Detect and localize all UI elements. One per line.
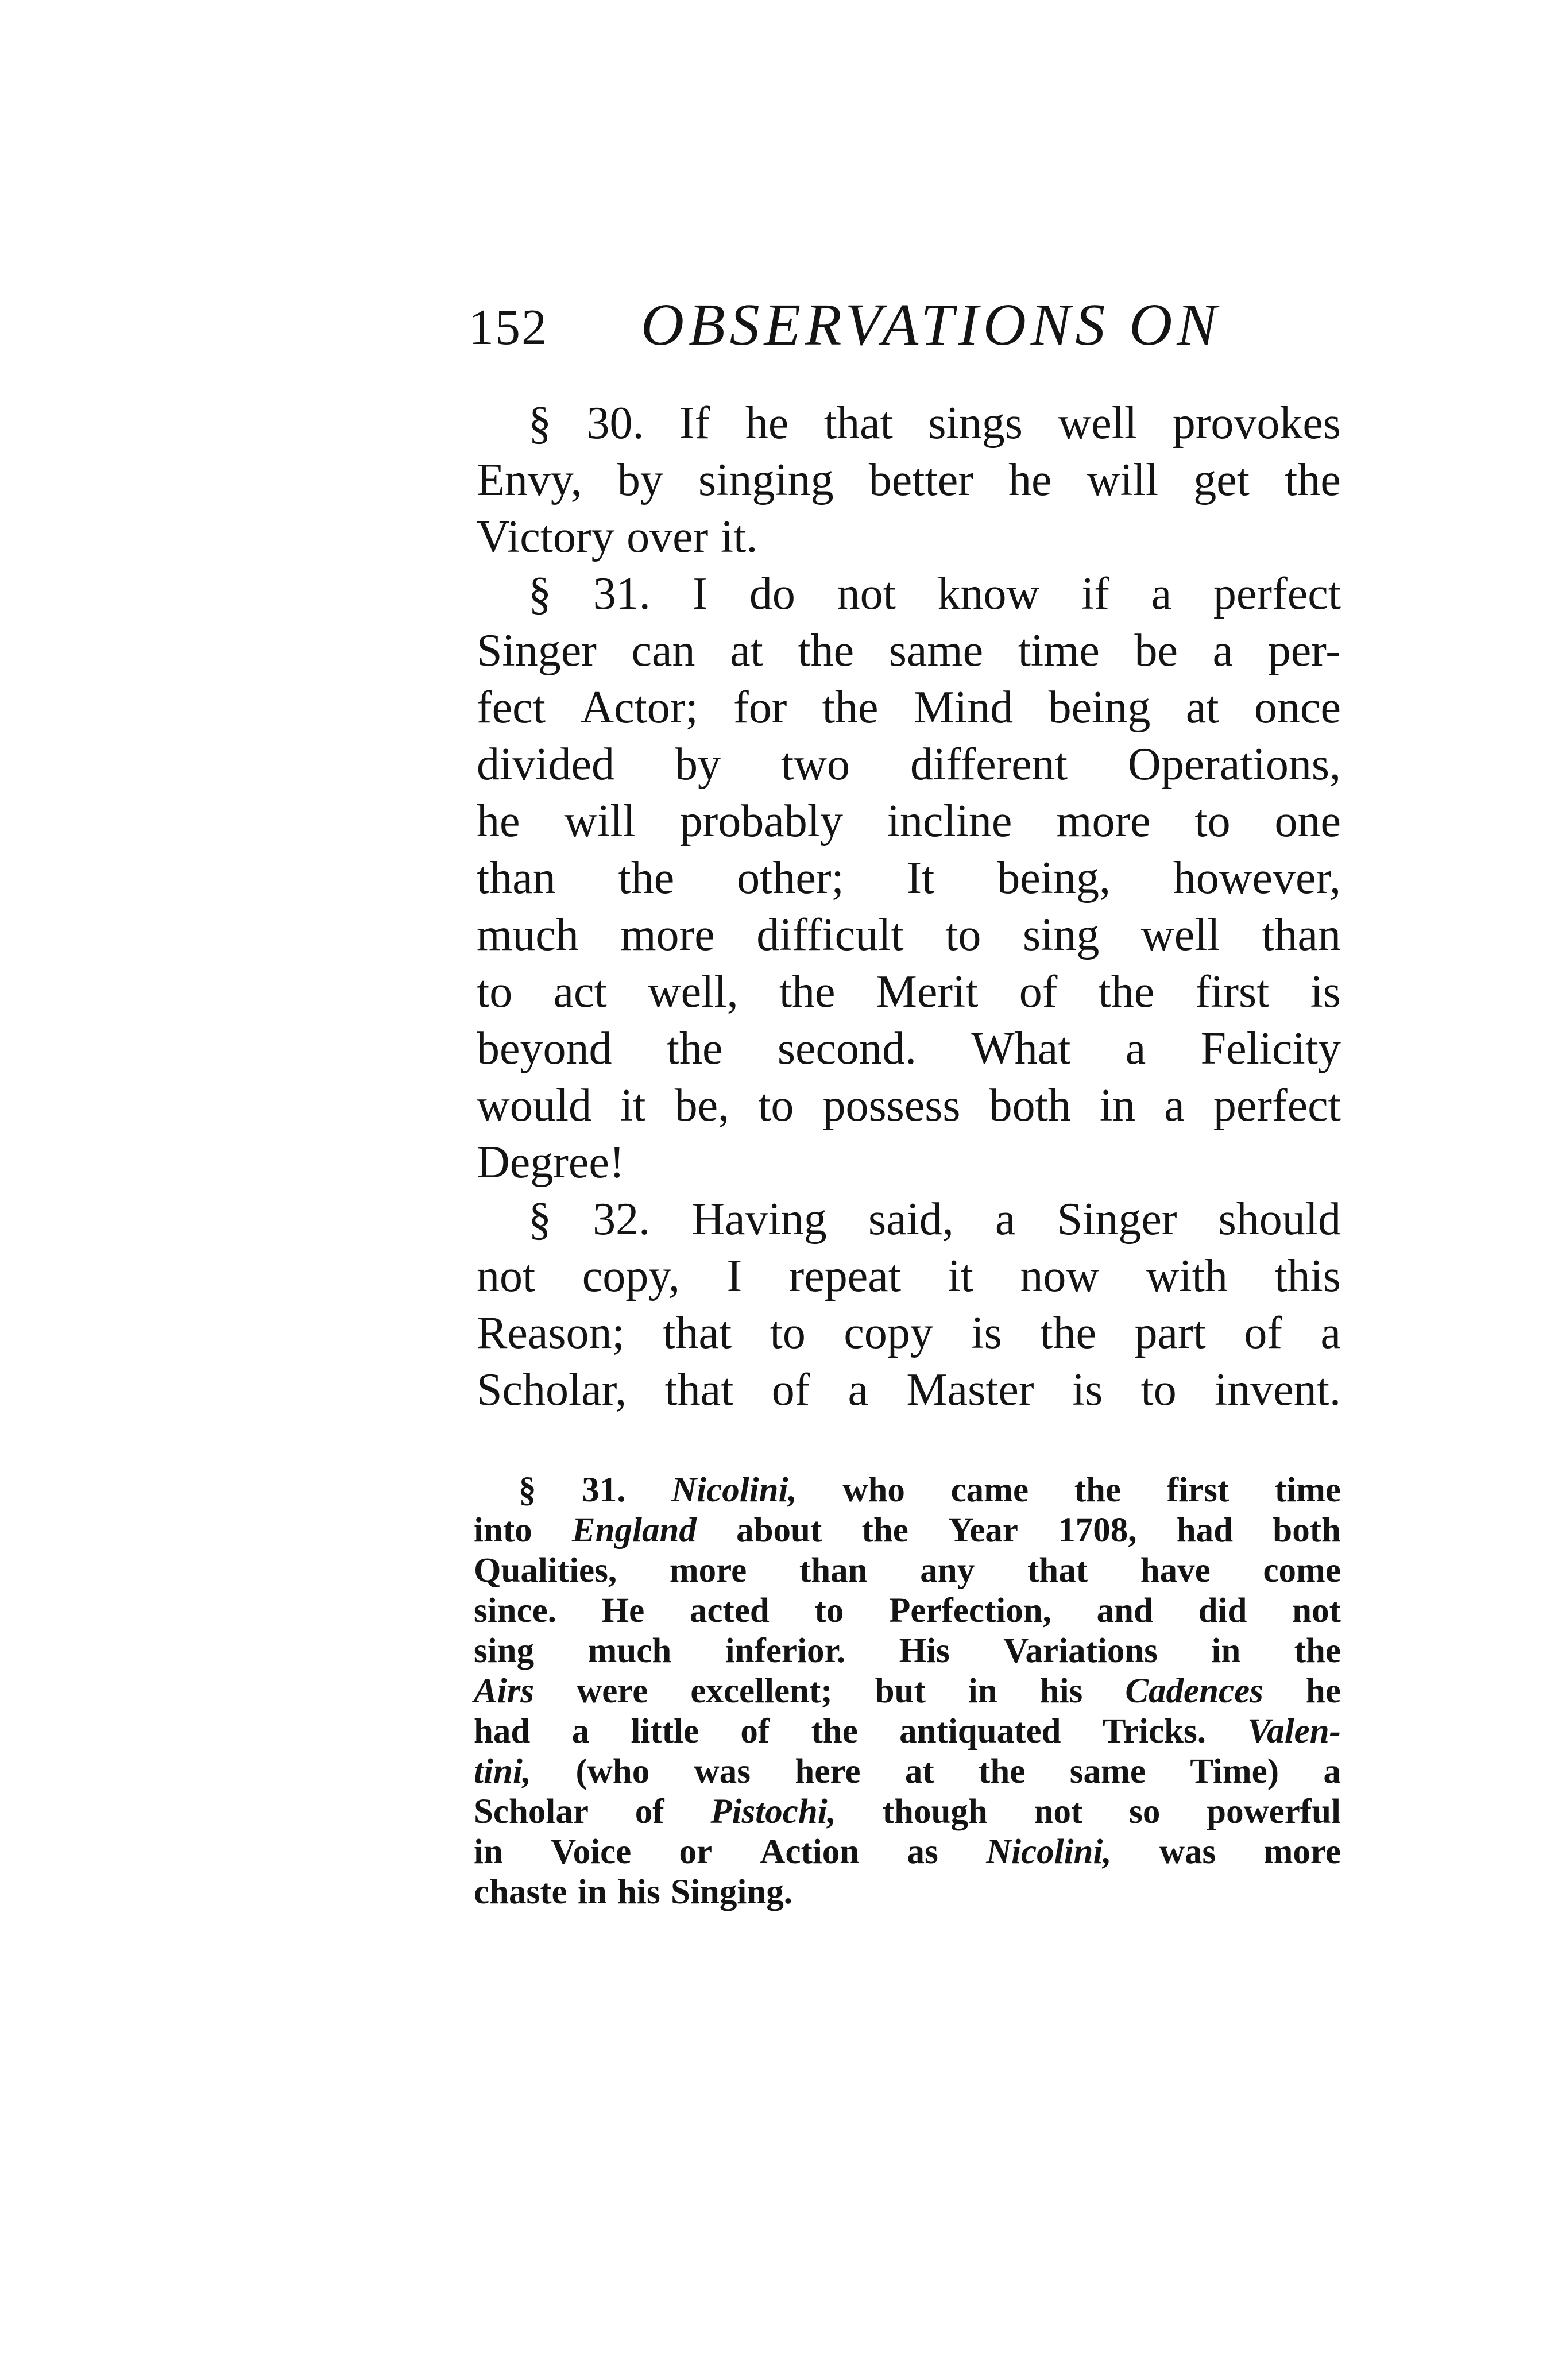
- word: came: [950, 1471, 1029, 1509]
- word: Scholar: [474, 1792, 589, 1831]
- word: Time): [1190, 1752, 1279, 1791]
- word: a: [995, 1194, 1016, 1245]
- word: at: [730, 625, 763, 676]
- word: being: [1048, 682, 1151, 733]
- word: as: [907, 1833, 938, 1871]
- word: was: [1159, 1833, 1216, 1871]
- word: Degree!: [477, 1137, 625, 1188]
- word: fect: [477, 682, 546, 733]
- word: more: [620, 910, 715, 960]
- word: a: [848, 1365, 869, 1415]
- word: incline: [887, 796, 1012, 847]
- word: His: [899, 1632, 950, 1670]
- word: Variations: [1003, 1632, 1158, 1670]
- word: in: [968, 1672, 997, 1710]
- word: Cadences: [1125, 1672, 1263, 1710]
- footnote-line: [474, 1752, 1341, 1792]
- word: be,: [674, 1080, 730, 1131]
- word: more: [1263, 1833, 1341, 1871]
- footnote-line: [474, 1551, 1341, 1591]
- word: well,: [647, 967, 739, 1017]
- running-head: [469, 287, 1341, 379]
- word: a: [1323, 1752, 1341, 1791]
- word: to: [770, 1308, 806, 1358]
- body-line: [477, 1134, 1341, 1191]
- word: a: [571, 1712, 590, 1751]
- word: he: [1305, 1672, 1341, 1710]
- word: it.: [720, 512, 758, 562]
- body-line: [477, 1021, 1341, 1077]
- word: §: [519, 1471, 536, 1509]
- word: can: [631, 625, 695, 676]
- word: antiquated: [899, 1712, 1061, 1751]
- word: difficult: [756, 910, 904, 960]
- word: 31.: [593, 569, 651, 619]
- footnote: [474, 1470, 1341, 1912]
- word: Operations,: [1127, 739, 1341, 790]
- body-line: [477, 1191, 1341, 1248]
- word: by: [617, 455, 663, 505]
- word: more: [669, 1551, 747, 1590]
- footnote-line: [474, 1872, 1341, 1912]
- word: is: [1072, 1365, 1103, 1415]
- word: the: [1098, 967, 1155, 1017]
- word: of: [1244, 1308, 1282, 1358]
- word: a: [1151, 569, 1172, 619]
- body-line: [477, 679, 1341, 736]
- word: well: [1140, 910, 1220, 960]
- word: had: [474, 1712, 531, 1751]
- body-line: [477, 1248, 1341, 1305]
- word: Mind: [913, 682, 1014, 733]
- word: a: [1212, 625, 1234, 676]
- word: said,: [868, 1194, 954, 1245]
- word: Merit: [876, 967, 979, 1017]
- word: perfect: [1213, 1080, 1341, 1131]
- word: had: [1176, 1511, 1234, 1550]
- word: the: [811, 1712, 858, 1751]
- word: about: [736, 1511, 822, 1550]
- word: same: [888, 625, 984, 676]
- word: a: [1164, 1080, 1185, 1131]
- word: He: [601, 1591, 645, 1630]
- footnote-line: [474, 1671, 1341, 1711]
- word: copy,: [582, 1251, 681, 1301]
- word: little: [631, 1712, 699, 1751]
- word: Perfection,: [889, 1591, 1051, 1630]
- word: I: [726, 1251, 743, 1301]
- word: for: [733, 682, 787, 733]
- word: the: [1294, 1632, 1341, 1670]
- footnote-line: [474, 1510, 1341, 1551]
- word: Reason;: [477, 1308, 625, 1358]
- word: that: [664, 1365, 734, 1415]
- word: probably: [679, 796, 843, 847]
- word: 31.: [582, 1471, 626, 1509]
- word: of: [771, 1365, 810, 1415]
- word: other;: [737, 853, 844, 903]
- word: Valen-: [1247, 1712, 1341, 1751]
- word: but: [875, 1672, 926, 1710]
- word: per-: [1267, 625, 1341, 676]
- word: this: [1274, 1251, 1341, 1301]
- word: same: [1069, 1752, 1146, 1791]
- footnote-line: [474, 1591, 1341, 1631]
- word: get: [1193, 455, 1250, 505]
- word: Singing.: [671, 1873, 792, 1911]
- word: 1708,: [1058, 1511, 1137, 1550]
- word: Voice: [551, 1833, 632, 1871]
- word: the: [822, 682, 879, 733]
- footnote-line: [474, 1631, 1341, 1671]
- word: sing: [1022, 910, 1100, 960]
- word: Airs: [474, 1672, 535, 1710]
- word: Envy,: [477, 455, 582, 505]
- word: second.: [777, 1023, 917, 1074]
- word: over: [627, 512, 709, 562]
- word: better: [868, 455, 973, 505]
- word: divided: [477, 739, 614, 790]
- word: What: [971, 1023, 1071, 1074]
- word: time: [1274, 1471, 1341, 1509]
- word: 30.: [586, 398, 644, 449]
- word: much: [587, 1632, 672, 1670]
- word: to: [758, 1080, 794, 1131]
- word: first: [1195, 967, 1270, 1017]
- word: Having: [691, 1194, 827, 1245]
- word: that: [663, 1308, 732, 1358]
- word: that: [1027, 1551, 1088, 1590]
- word: though: [882, 1792, 988, 1831]
- word: he: [477, 796, 520, 847]
- word: both: [1273, 1511, 1341, 1550]
- word: of: [635, 1792, 664, 1831]
- word: in: [474, 1833, 503, 1871]
- word: time: [1018, 625, 1100, 676]
- word: the: [979, 1752, 1026, 1791]
- word: act: [553, 967, 607, 1017]
- word: acted: [689, 1591, 770, 1630]
- footnote-line: [474, 1711, 1341, 1752]
- page-number: 152: [469, 300, 548, 356]
- word: copy: [844, 1308, 933, 1358]
- running-title: OBSERVATIONS ON: [641, 292, 1221, 358]
- word: the: [618, 853, 675, 903]
- word: sings: [928, 398, 1023, 449]
- word: the: [798, 625, 855, 676]
- word: If: [679, 398, 710, 449]
- word: §: [528, 398, 551, 449]
- word: not: [477, 1251, 536, 1301]
- word: possess: [822, 1080, 961, 1131]
- word: singing: [698, 455, 834, 505]
- word: did: [1198, 1591, 1247, 1630]
- word: inferior.: [725, 1632, 846, 1670]
- word: Victory: [477, 512, 614, 562]
- word: to: [477, 967, 513, 1017]
- word: powerful: [1207, 1792, 1341, 1831]
- word: §: [528, 1194, 551, 1245]
- word: Scholar,: [477, 1365, 627, 1415]
- word: or: [679, 1833, 713, 1871]
- word: Felicity: [1200, 1023, 1341, 1074]
- word: be: [1134, 625, 1178, 676]
- word: in: [577, 1873, 607, 1911]
- word: at: [904, 1752, 934, 1791]
- word: to: [945, 910, 981, 960]
- word: than: [799, 1551, 868, 1590]
- word: Nicolini,: [986, 1833, 1112, 1871]
- word: the: [666, 1023, 723, 1074]
- word: more: [1056, 796, 1151, 847]
- word: a: [1320, 1308, 1341, 1358]
- body-line: [477, 793, 1341, 850]
- word: Master: [906, 1365, 1034, 1415]
- word: (who: [575, 1752, 650, 1791]
- word: come: [1263, 1551, 1341, 1590]
- word: sing: [474, 1632, 535, 1670]
- body-line: [477, 452, 1341, 509]
- word: one: [1274, 796, 1341, 847]
- word: here: [795, 1752, 861, 1791]
- word: would: [477, 1080, 591, 1131]
- body-line: [477, 736, 1341, 793]
- word: so: [1129, 1792, 1161, 1831]
- word: with: [1146, 1251, 1228, 1301]
- body-line: [477, 1077, 1341, 1134]
- word: England: [571, 1511, 697, 1550]
- word: perfect: [1213, 569, 1341, 619]
- word: to: [814, 1591, 844, 1630]
- word: now: [1020, 1251, 1100, 1301]
- word: should: [1218, 1194, 1341, 1245]
- word: Tricks.: [1102, 1712, 1206, 1751]
- body-line: [477, 395, 1341, 452]
- footnote-line: [474, 1792, 1341, 1832]
- word: he: [745, 398, 789, 449]
- word: the: [1040, 1308, 1096, 1358]
- footnote-line: [474, 1470, 1341, 1510]
- word: the: [1074, 1471, 1122, 1509]
- word: being,: [997, 853, 1111, 903]
- word: Actor;: [581, 682, 698, 733]
- word: of: [740, 1712, 770, 1751]
- word: will: [564, 796, 636, 847]
- word: I: [692, 569, 708, 619]
- body-line: [477, 623, 1341, 679]
- word: invent.: [1215, 1365, 1341, 1415]
- word: to: [1194, 796, 1231, 847]
- body-line: [477, 850, 1341, 907]
- word: were: [577, 1672, 648, 1710]
- word: not: [1034, 1792, 1083, 1831]
- word: different: [910, 739, 1068, 790]
- word: Nicolini,: [671, 1471, 797, 1509]
- word: it: [620, 1080, 646, 1131]
- word: any: [920, 1551, 975, 1590]
- body-line: [477, 1362, 1341, 1419]
- word: two: [781, 739, 850, 790]
- word: since.: [474, 1591, 557, 1630]
- word: the: [1285, 455, 1341, 505]
- word: well: [1058, 398, 1138, 449]
- word: was: [694, 1752, 751, 1791]
- word: he: [1008, 455, 1052, 505]
- body-text: [477, 395, 1341, 1419]
- word: much: [477, 910, 579, 960]
- body-line: [477, 566, 1341, 623]
- word: than: [477, 853, 556, 903]
- word: Pistochi,: [710, 1792, 836, 1831]
- word: have: [1140, 1551, 1211, 1590]
- word: who: [842, 1471, 905, 1509]
- word: it: [948, 1251, 973, 1301]
- word: Action: [760, 1833, 860, 1871]
- word: if: [1081, 569, 1109, 619]
- body-line: [477, 509, 1341, 566]
- word: will: [1087, 455, 1159, 505]
- word: and: [1096, 1591, 1153, 1630]
- body-line: [477, 964, 1341, 1021]
- word: §: [528, 569, 551, 619]
- word: in: [1099, 1080, 1136, 1131]
- word: chaste: [474, 1873, 567, 1911]
- word: part: [1134, 1308, 1206, 1358]
- word: than: [1262, 910, 1341, 960]
- word: 32.: [593, 1194, 651, 1245]
- word: to: [1140, 1365, 1177, 1415]
- word: by: [674, 739, 721, 790]
- word: Singer: [1057, 1194, 1177, 1245]
- word: is: [971, 1308, 1002, 1358]
- word: a: [1125, 1023, 1146, 1074]
- word: beyond: [477, 1023, 612, 1074]
- word: his: [617, 1873, 660, 1911]
- word: Qualities,: [474, 1551, 617, 1590]
- word: however,: [1173, 853, 1341, 903]
- word: at: [1185, 682, 1219, 733]
- word: Year: [948, 1511, 1019, 1550]
- word: provokes: [1172, 398, 1341, 449]
- word: is: [1310, 967, 1341, 1017]
- word: of: [1019, 967, 1058, 1017]
- word: excellent;: [690, 1672, 833, 1710]
- word: his: [1039, 1672, 1083, 1710]
- word: know: [937, 569, 1040, 619]
- body-line: [477, 907, 1341, 964]
- word: first: [1166, 1471, 1230, 1509]
- word: once: [1254, 682, 1341, 733]
- word: do: [749, 569, 795, 619]
- word: both: [989, 1080, 1071, 1131]
- footnote-line: [474, 1832, 1341, 1872]
- word: the: [779, 967, 836, 1017]
- word: the: [861, 1511, 908, 1550]
- word: tini,: [474, 1752, 532, 1791]
- word: Singer: [477, 625, 597, 676]
- word: that: [823, 398, 893, 449]
- word: in: [1211, 1632, 1241, 1670]
- word: It: [906, 853, 935, 903]
- word: not: [837, 569, 896, 619]
- word: repeat: [788, 1251, 901, 1301]
- body-line: [477, 1305, 1341, 1362]
- word: not: [1292, 1591, 1341, 1630]
- word: into: [474, 1511, 532, 1550]
